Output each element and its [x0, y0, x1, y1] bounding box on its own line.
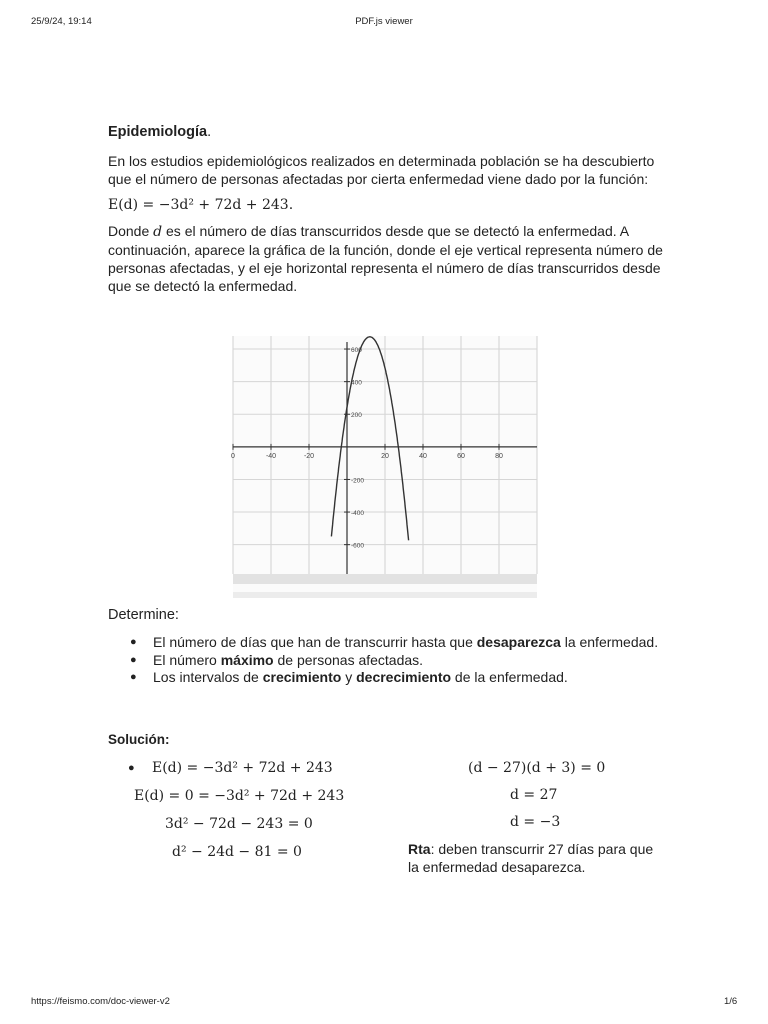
footer-url[interactable]: https://feismo.com/doc-viewer-v2: [31, 996, 170, 1007]
x-tick-label: 60: [457, 452, 465, 460]
desc-part-2: es el número de días transcurridos desde que se detectó la enfermedad. A continuación, aparece la gráfica de la función, donde el eje vertical representa número de personas afectadas, y el eje horizontal representa el número de días transcurridos desde que se detectó la enfermedad.: [108, 223, 663, 294]
task-text: de personas afectadas.: [273, 651, 424, 668]
task-item: [108, 652, 668, 670]
solution-eq-left: E(d) = 0 = −3d² + 72d + 243: [134, 788, 345, 804]
y-tick-label: 400: [351, 379, 362, 387]
y-tick-label: 600: [351, 347, 362, 355]
x-tick-label: 20: [381, 452, 389, 460]
task-text: la enfermedad.: [560, 634, 659, 650]
solution-eq-right: d = −3: [510, 814, 561, 830]
desc-variable: d: [153, 224, 163, 240]
function-formula: E(d) = −3d² + 72d + 243.: [108, 197, 294, 213]
document-body: [108, 124, 668, 295]
x-tick-label: 0: [231, 452, 235, 460]
task-item: [108, 634, 668, 652]
task-bold: desaparezca: [476, 634, 561, 650]
task-list: [108, 634, 668, 687]
task-bold: crecimiento: [262, 669, 342, 685]
answer-label: Rta: [408, 841, 431, 857]
task-text: Los intervalos de: [153, 669, 263, 685]
task-bold: decrecimiento: [356, 669, 452, 685]
task-text: y: [341, 669, 357, 685]
y-tick-label: 200: [351, 412, 362, 420]
determine-label: Determine:: [108, 607, 179, 623]
graph-scroll-band: [233, 574, 537, 584]
task-text: de la enfermedad.: [451, 669, 568, 685]
doc-title-text: Epidemiología: [108, 124, 208, 140]
answer-paragraph: [408, 840, 658, 876]
description-paragraph: [108, 222, 668, 295]
y-tick-label: -400: [351, 510, 365, 518]
solution-eq-left: d² − 24d − 81 = 0: [172, 844, 302, 860]
task-bold: máximo: [220, 651, 274, 668]
doc-title-dot: .: [207, 124, 212, 140]
header-datetime: 25/9/24, 19:14: [31, 16, 92, 27]
x-tick-label: 40: [419, 452, 427, 460]
solution-eq-left: E(d) = −3d² + 72d + 243: [152, 760, 333, 776]
solution-bullet: ●: [128, 762, 135, 774]
doc-title: [108, 124, 668, 140]
y-tick-label: -200: [351, 477, 365, 485]
footer-page-number: 1/6: [724, 996, 738, 1007]
x-tick-label: -40: [265, 452, 277, 460]
intro-paragraph: En los estudios epidemiológicos realizados en determinada población se ha descubierto que el número de personas afectadas por cierta enfermedad viene dado por la función:: [108, 153, 655, 187]
solution-eq-right: (d − 27)(d + 3) = 0: [468, 760, 606, 776]
solution-label: Solución:: [108, 732, 170, 747]
y-tick-label: -600: [351, 542, 365, 550]
graph-bottom-band: [233, 592, 537, 598]
task-text: El número de días que han de transcurrir hasta que: [153, 634, 477, 650]
solution-eq-left: 3d² − 72d − 243 = 0: [165, 816, 313, 832]
answer-text: : deben transcurrir 27 días para que la enfermedad desaparezca.: [408, 841, 654, 875]
header-viewer-title: PDF.js viewer: [355, 16, 413, 27]
desc-part-1: Donde: [108, 223, 154, 239]
x-tick-label: 80: [495, 452, 503, 460]
solution-eq-right: d = 27: [510, 787, 558, 803]
x-tick-label: -20: [303, 452, 315, 460]
task-text: El número: [153, 651, 221, 668]
function-graph: [233, 336, 537, 598]
task-item: [108, 669, 668, 687]
